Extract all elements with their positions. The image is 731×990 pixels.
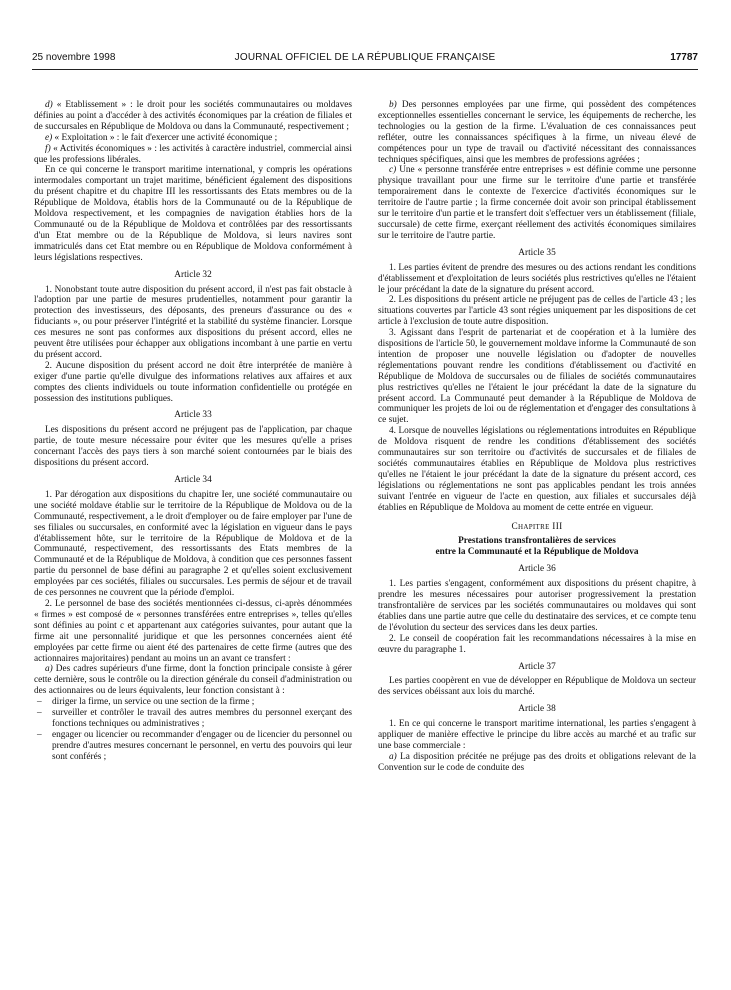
definition-f (34, 144, 352, 166)
journal-title: JOURNAL OFFICIEL DE LA RÉPUBLIQUE FRANÇAISE (234, 52, 496, 63)
article-32-paragraph-2: 2. Aucune disposition du présent accord ne doit être interprétée de manière à exiger d'une partie qu'elle divulgue des informations relatives aux affaires et aux comptes des clients individuels ou toute information confidentielle ou protégée en possession des institutions publiques. (34, 360, 352, 404)
point-b-label: b) (389, 100, 397, 110)
article-38-point-a-label: a) (389, 751, 397, 762)
list-item: – engager ou licencier ou recommander d'engager ou de licencier du personnel ou prendre d'autres mesures concernant le personnel, en vertu des pouvoirs qui leur sont conférés ; (34, 730, 352, 763)
point-c-text: Une « personne transférée entre entreprises » est définie comme une personne physique travaillant pour une firme sur le territoire d'une partie et transférée temporairement dans le contexte de l'exercice d'activités économiques sur le territoire de l'autre partie ; la firme concernée doit avoir son principal établissement sur le territoire d'un partie et le transfert doit s'effectuer vers un établissement (filiale, succursale) de cette firme, exerçant réellement des activités économiques similaires sur le territoire de l'autre partie. (378, 165, 696, 241)
list-item: – surveiller et contrôler le travail des autres membres du personnel exerçant des fonctions techniques ou administratives ; (34, 708, 352, 730)
article-35-paragraph-2: 2. Les dispositions du présent article ne préjugent pas de celles de l'article 43 ; les situations couvertes par l'article 43 sont régies uniquement par les dispositions de cet article à l'exclusion de toute autre disposition. (378, 295, 696, 328)
article-36-title: Article 36 (518, 564, 556, 575)
list-item: – diriger la firme, un service ou une section de la firme ; (34, 697, 352, 708)
point-c (378, 165, 696, 241)
left-column (34, 100, 352, 763)
article-38-title: Article 38 (518, 704, 556, 715)
article-37-title: Article 37 (518, 661, 556, 672)
definition-f-label: f) (45, 143, 51, 154)
issue-date: 25 novembre 1998 (32, 52, 116, 63)
chapter-title (378, 536, 696, 558)
definition-d-label: d) (45, 100, 53, 110)
point-b-text: Des personnes employées par une firme, qui possèdent des compétences exceptionnelles essentielles concernant le service, les équipements de recherche, les technologies ou la gestion de la firme. L'évaluation de ces connaissances peut refléter, outre les connaissances spécifiques à la firme, un niveau élevé de compétences pour un type de travail ou d'activité nécessitant des connaissances techniques spécifiques, ainsi que les membres de professions agréées ; (378, 100, 696, 165)
chapter-title-line-2: entre la Communauté et la République de Moldova (435, 547, 639, 558)
definition-f-text: « Activités économiques » : les activités à caractère industriel, commercial ainsi que les professions libérales. (34, 143, 352, 165)
article-33-paragraph-1: Les dispositions du présent accord ne préjugent pas de l'application, par chaque partie, de toute mesure nécessaire pour éviter que les mesures qu'elle a prises concernant l'accès des pays tiers à son marché soient contournées par le biais des dispositions du présent accord. (34, 425, 352, 469)
article-38-paragraph-1: 1. En ce qui concerne le transport maritime international, les parties s'engagent à appliquer de manière effective le principe du libre accès au marché et au trafic sur une base commerciale : (378, 719, 696, 751)
article-35-paragraph-3: 3. Agissant dans l'esprit de partenariat et de coopération et à la lumière des dispositions de l'article 50, le gouvernement moldave informe la Communauté de son intention de proposer une nouvelle législation ou d'adopter de nouvelles réglementations pouvant rendre les conditions d'établissement ou d'activité en République de Moldova de succursales ou de filiales de sociétés communautaires plus restrictives qu'elles ne l'étaient le jour précédant la date de la signature du présent accord. La Communauté peut demander à la République de Moldova de communiquer les projets de loi ou de réglementation et d'engager des consultations à ce sujet. (378, 328, 696, 426)
article-32-paragraph-1: 1. Nonobstant toute autre disposition du présent accord, il n'est pas fait obstacle à l'adoption par une partie de mesures prudentielles, notamment pour garantir la protection des investisseurs, des déposants, des preneurs d'assurance ou des « fiduciants », ou pour préserver l'intégrité et la stabilité du système financier. Lorsque ces mesures ne sont pas conformes aux dispositions du présent accord, elles ne peuvent être utilisées pour échapper aux obligations incombant à une partie en vertu du présent accord. (34, 284, 352, 360)
article-36-paragraph-1: 1. Les parties s'engagent, conformément aux dispositions du présent chapitre, à prendre les mesures nécessaires pour autoriser progressivement la prestation transfrontalière de services par les sociétés communautaires ou moldaves qui sont établies dans une partie autre que celle du destinataire des services, et ce compte tenu de l'évolution du secteur des services dans les deux parties. (378, 579, 696, 633)
article-35-title: Article 35 (518, 247, 556, 258)
article-36-paragraph-2: 2. Le conseil de coopération fait les recommandations nécessaires à la mise en œuvre du paragraphe 1. (378, 633, 696, 655)
page-number: 17787 (670, 52, 698, 63)
article-34-point-a (34, 664, 352, 697)
article-35-paragraph-4: 4. Lorsque de nouvelles législations ou réglementations introduites en République de Moldova risquent de rendre les conditions d'établissement des sociétés communautaires sur son territoire ou d'activités de succursales et de filiales de sociétés communautaires établies en République de Moldova plus restrictives qu'elles ne l'étaient le jour précédant la date de la signature du présent accord, ces législations ou réglementations ne sont pas applicables pendant les trois années suivant l'entrée en vigueur de l'acte en question, aux filiales et succursales déjà établies en République de Moldova au moment de cette entrée en vigueur. (378, 426, 696, 513)
article-37-paragraph-1: Les parties coopèrent en vue de développer en République de Moldova un secteur des services obéissant aux lois du marché. (378, 676, 696, 698)
definition-e-label: e) (45, 132, 53, 143)
header-rule (32, 69, 698, 70)
definition-d-text: « Etablissement » : le droit pour les sociétés communautaires ou moldaves définies au point a d'accéder à des activités économiques par la création de filiales et de succursales en République de Moldova ou dans la Communauté, respectivement ; (34, 100, 352, 132)
chapter-title-line-1: Prestations transfrontalières de services (458, 536, 616, 547)
article-34-point-a-label: a) (45, 664, 53, 675)
point-c-label: c) (389, 165, 397, 176)
article-34-paragraph-1: 1. Par dérogation aux dispositions du chapitre Ier, une société communautaire ou une société moldave établie sur le territoire de la République de Moldova ou de la Communauté, respectivement, a le droit d'employer ou de faire employer par l'une de ses filiales ou succursales, en conformité avec la législation en vigueur dans le pays d'établissement hôte, sur le territoire de la République de Moldova et de la Communauté, respectivement, des ressortissants des Etats membres de la Communauté et de la République de Moldova, à condition que ces personnes fassent partie du personnel de base défini au paragraphe 2 et qu'elles soient exclusivement employées par ces sociétés, filiales ou succursales. Les permis de séjour et de travail de ces personnes ne couvrent que la période d'emploi. (34, 489, 352, 599)
article-38-point-a (378, 752, 696, 774)
definition-e (34, 133, 352, 144)
article-38-point-a-text: La disposition précitée ne préjuge pas des droits et obligations relevant de la Convention sur le code de conduite des (378, 751, 696, 773)
right-column (378, 100, 696, 774)
duties-list (34, 697, 352, 762)
chapter-heading: Chapitre III (511, 521, 563, 532)
definition-d (34, 100, 352, 133)
page-header (32, 52, 698, 68)
article-34-title: Article 34 (174, 475, 212, 485)
article-35-paragraph-1: 1. Les parties évitent de prendre des mesures ou des actions rendant les conditions d'établissement et d'exploitation de leurs sociétés plus restrictives qu'elles ne l'étaient le jour précédant la date de la signature du présent accord. (378, 262, 696, 295)
article-34-point-a-text: Des cadres supérieurs d'une firme, dont la fonction principale consiste à gérer cette dernière, sous le contrôle ou la direction générale du conseil d'administration ou des actionnaires ou de leurs équivalents, leur fonction consistant à : (34, 664, 352, 697)
article-34-paragraph-2: 2. Le personnel de base des sociétés mentionnées ci-dessus, ci-après dénommées « firmes » est composé de « personnes transférées entre entreprises », telles qu'elles sont définies au point c et appartenant aux catégories suivantes, pour autant que la firme ait une personnalité juridique et que les personnes concernées aient été employées par cette firme ou aient été des partenaires de cette firme (autres que des actionnaires majoritaires) pendant au moins un an avant ce transfert : (34, 598, 352, 664)
maritime-paragraph: En ce qui concerne le transport maritime international, y compris les opérations intermodales comportant un trajet maritime, bénéficient également des dispositions du présent chapitre et du chapitre III les ressortissants des Etats membres ou de la République de Moldova, établis hors de la Communauté ou de la République de Moldova respectivement, et les compagnies de navigation établies hors de la Communauté ou de la République de Moldova et contrôlées par des ressortissants d'un Etat membre ou de la République de Moldova, si leurs navires sont immatriculés dans cet Etat membre ou en République de Moldova conformément à leurs législations respectives. (34, 165, 352, 263)
point-b (378, 100, 696, 165)
article-32-title: Article 32 (174, 269, 212, 280)
article-33-title: Article 33 (174, 410, 212, 421)
definition-e-text: « Exploitation » : le fait d'exercer une activité économique ; (52, 132, 278, 143)
